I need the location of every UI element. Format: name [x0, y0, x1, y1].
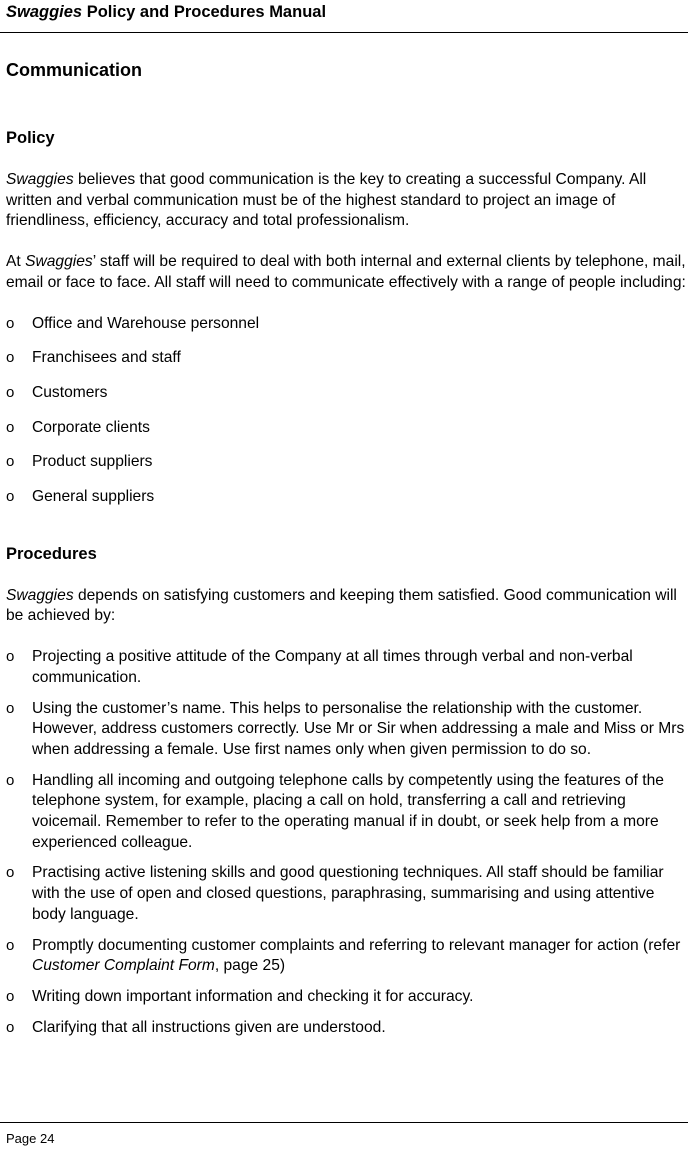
procedures-list: [6, 647, 688, 1038]
footer-divider: [0, 1122, 688, 1123]
bullet-icon: o: [6, 699, 15, 717]
list-item-text: Using the customer’s name. This helps to personalise the relationship with the customer. However, address customers correctly. Use Mr or Sir when addressing a male and Miss or Mrs when addressing a female. Use first names only when given permission to do so.: [32, 699, 685, 758]
list-item-text: Corporate clients: [32, 418, 150, 436]
header-title: Policy and Procedures Manual: [82, 3, 327, 21]
brand-name: Swaggies: [25, 253, 93, 271]
header-divider: [0, 32, 688, 33]
bullet-icon: o: [6, 453, 15, 471]
list-item-text: General suppliers: [32, 488, 155, 506]
list-item: [6, 647, 688, 688]
paragraph-text: At: [6, 253, 26, 271]
list-item-text: Clarifying that all instructions given are understood.: [32, 1018, 386, 1036]
bullet-icon: o: [6, 383, 15, 401]
policy-paragraph-1: [6, 170, 688, 232]
list-item-text: Practising active listening skills and good questioning techniques. All staff should be familiar with the use of open and closed questions, paraphrasing, summarising and using attentive body language.: [32, 864, 664, 923]
list-item: [6, 699, 688, 761]
list-item: [6, 1018, 688, 1039]
paragraph-text: believes that good communication is the key to creating a successful Company. All written and verbal communication must be of the highest standard to project an image of friendliness, efficiency, accuracy and total professionalism.: [6, 171, 647, 230]
paragraph-text: ’ staff will be required to deal with both internal and external clients by telephone, mail, email or face to face. All staff will need to communicate effectively with a range of people including:: [6, 253, 686, 291]
policy-heading: Policy: [6, 129, 55, 147]
bullet-icon: o: [6, 314, 15, 332]
bullet-icon: o: [6, 648, 15, 666]
list-item-text: Customers: [32, 383, 108, 401]
paragraph-text: depends on satisfying customers and keeping them satisfied. Good communication will be achieved by:: [6, 586, 677, 625]
form-name: Customer Complaint Form: [32, 957, 215, 975]
list-item: [6, 348, 688, 369]
list-item: [6, 863, 688, 925]
list-item-text: Office and Warehouse personnel: [32, 314, 260, 332]
list-item: [6, 771, 688, 854]
header-brand: Swaggies: [6, 3, 83, 21]
list-item-text: Projecting a positive attitude of the Company at all times through verbal and non-verbal communication.: [32, 648, 633, 686]
bullet-icon: o: [6, 987, 15, 1005]
bullet-icon: o: [6, 864, 15, 882]
list-item-text: Writing down important information and checking it for accuracy.: [32, 987, 474, 1005]
list-item-text: Franchisees and staff: [32, 349, 181, 367]
procedures-intro: [6, 586, 688, 627]
page-number: Page 24: [6, 1131, 55, 1146]
section-title: Communication: [6, 60, 143, 80]
list-item: [6, 418, 688, 439]
bullet-icon: o: [6, 1018, 15, 1036]
procedures-heading: Procedures: [6, 544, 97, 563]
bullet-icon: o: [6, 936, 15, 954]
people-list: [6, 314, 688, 508]
list-item-text: , page 25): [214, 957, 286, 975]
bullet-icon: o: [6, 488, 15, 506]
list-item-text: Promptly documenting customer complaints and referring to relevant manager for action (refer: [32, 936, 681, 954]
list-item: [6, 452, 688, 473]
document-body: [6, 57, 688, 1048]
brand-name: Swaggies: [6, 586, 74, 604]
list-item: [6, 936, 688, 977]
bullet-icon: o: [6, 771, 15, 789]
list-item-text: Handling all incoming and outgoing telephone calls by competently using the features of the telephone system, for example, placing a call on hold, transferring a call and retrieving voicemail. Remember to refer to the operating manual if in doubt, or seek help from a more experienced colleague.: [32, 771, 664, 851]
list-item: [6, 987, 688, 1008]
bullet-icon: o: [6, 418, 15, 436]
brand-name: Swaggies: [6, 171, 74, 188]
bullet-icon: o: [6, 349, 15, 367]
list-item: [6, 487, 688, 508]
list-item-text: Product suppliers: [32, 453, 153, 471]
page-header: [6, 3, 326, 22]
policy-paragraph-2: [6, 252, 688, 293]
list-item: [6, 383, 688, 404]
list-item: [6, 314, 688, 335]
